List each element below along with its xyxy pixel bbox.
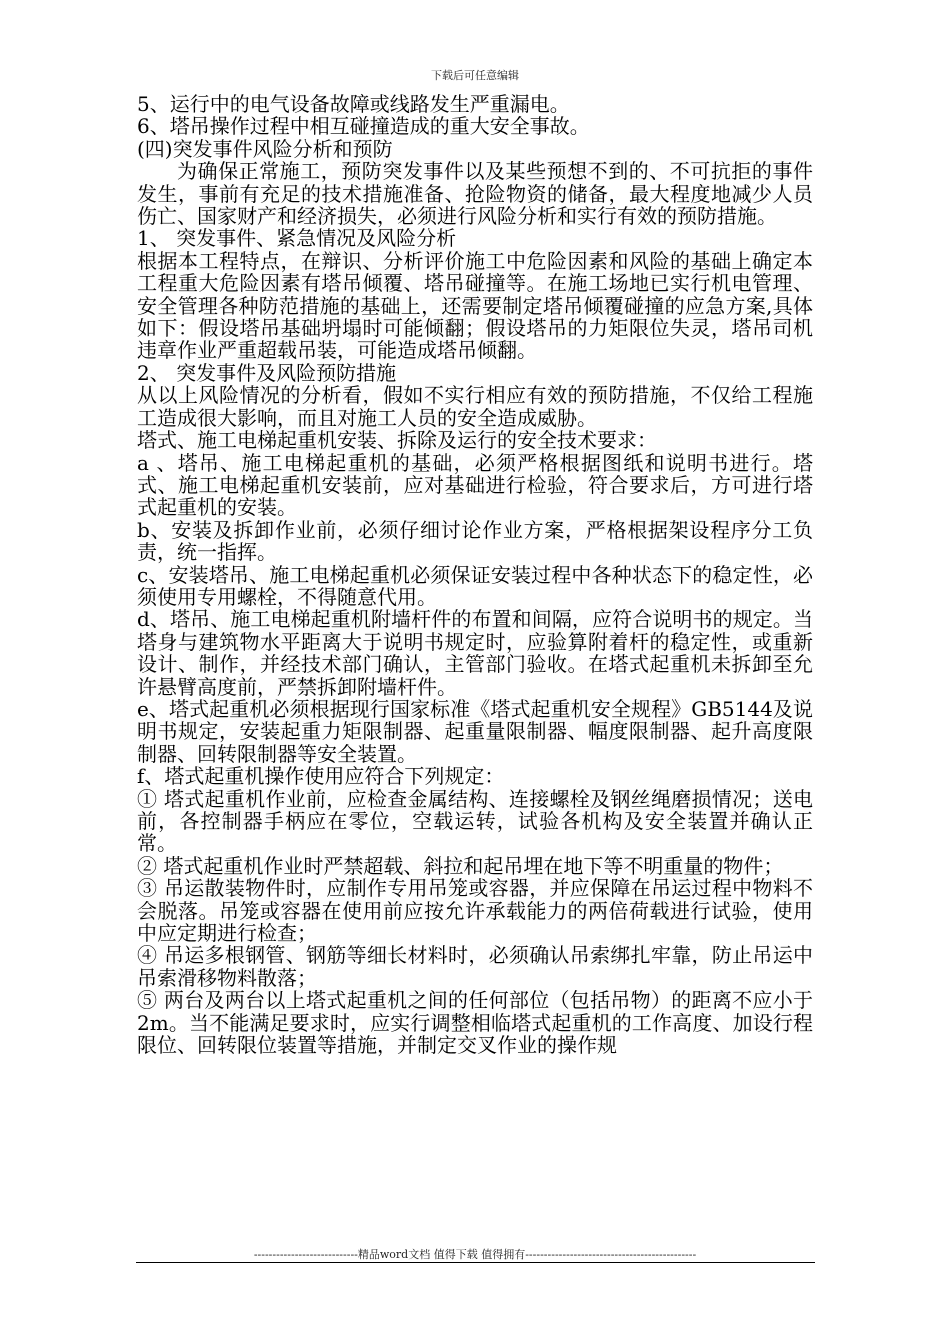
- risk-analysis-paragraph: 根据本工程特点，在辩识、分析评价施工中危险因素和风险的基础上确定本工程重大危险因素有塔吊倾覆、塔吊碰撞等。在施工场地已实行机电管理、安全管理各种防范措施的基础上，还需要制定塔吊倾覆碰撞的应急方案,具体如下：假设塔吊基础坍塌时可能倾翻；假设塔吊的力矩限位失灵，塔吊司机违章作业严重超载吊装，可能造成塔吊倾翻。: [137, 248, 813, 363]
- subheading-2: 2、 突发事件及风险预防措施: [137, 360, 397, 385]
- prevention-paragraph: 从以上风险情况的分析看，假如不实行相应有效的预防措施，不仅给工程施工造成很大影响，而且对施工人员的安全造成威胁。: [137, 383, 813, 430]
- requirement-d: d、塔吊、施工电梯起重机附墙杆件的布置和间隔，应符合说明书的规定。当塔身与建筑物水平距离大于说明书规定时，应验算附着杆的稳定性，或重新设计、制作，并经技术部门确认，主管部门验收。在塔式起重机未拆卸至允许悬臂高度前，严禁拆卸附墙杆件。: [137, 607, 813, 699]
- rule-item-4: ④ 吊运多根钢管、钢筋等细长材料时，必须确认吊索绑扎牢靠，防止吊运中吊索滑移物料散落；: [137, 943, 813, 990]
- requirement-f: f、塔式起重机操作使用应符合下列规定：: [137, 764, 505, 789]
- section-heading: (四)突发事件风险分析和预防: [137, 136, 393, 161]
- footer-divider: [136, 1262, 815, 1263]
- requirement-c: c、安装塔吊、施工电梯起重机必须保证安装过程中各种状态下的稳定性，必须使用专用螺栓，不得随意代用。: [137, 562, 813, 609]
- page-header: 下载后可任意编辑: [431, 69, 519, 82]
- paragraph-item-5: 5、运行中的电气设备故障或线路发生严重漏电。: [137, 92, 570, 116]
- requirements-heading: 塔式、施工电梯起重机安装、拆除及运行的安全技术要求：: [137, 428, 657, 453]
- rule-item-3: ③ 吊运散装物件时，应制作专用吊笼或容器，并应保障在吊运过程中物料不会脱落。吊笼或容器在使用前应按允许承载能力的两倍荷载进行试验，使用中应定期进行检查；: [137, 876, 813, 946]
- requirement-a: a 、塔吊、施工电梯起重机的基础，必须严格根据图纸和说明书进行。塔式、施工电梯起重机安装前，应对基础进行检验，符合要求后，方可进行塔式起重机的安装。: [137, 450, 813, 520]
- paragraph-item-6: 6、塔吊操作过程中相互碰撞造成的重大安全事故。: [137, 114, 590, 139]
- rule-item-2: ② 塔式起重机作业时严禁超载、斜拉和起吊埋在地下等不明重量的物件；: [137, 853, 784, 878]
- rule-item-5: ⑤ 两台及两台以上塔式起重机之间的任何部位（包括吊物）的距离不应小于2m。当不能满足要求时，应实行调整相临塔式起重机的工作高度、加设行程限位、回转限位装置等措施，并制定交叉作业的操作规: [137, 988, 813, 1058]
- document-body: [137, 93, 813, 1056]
- intro-paragraph: 为确保正常施工，预防突发事件以及某些预想不到的、不可抗拒的事件发生，事前有充足的技术措施准备、抢险物资的储备，最大程度地减少人员伤亡、国家财产和经济损失，必须进行风险分析和实行有效的预防措施。: [137, 159, 813, 229]
- subheading-1: 1、 突发事件、紧急情况及风险分析: [137, 226, 457, 251]
- page-footer: ----------------------------精品word文档 值得下载 值得拥有----------------------------------------------: [253, 1248, 697, 1261]
- requirement-e: e、塔式起重机必须根据现行国家标准《塔式起重机安全规程》GB5144及说明书规定，安装起重力矩限制器、起重量限制器、幅度限制器、起升高度限制器、回转限制器等安全装置。: [137, 696, 813, 766]
- rule-item-1: ① 塔式起重机作业前，应检查金属结构、连接螺栓及钢丝绳磨损情况；送电前，各控制器手柄应在零位，空载运转，试验各机构及安全装置并确认正常。: [137, 786, 813, 856]
- requirement-b: b、安装及拆卸作业前，必须仔细讨论作业方案，严格根据架设程序分工负责，统一指挥。: [137, 517, 813, 565]
